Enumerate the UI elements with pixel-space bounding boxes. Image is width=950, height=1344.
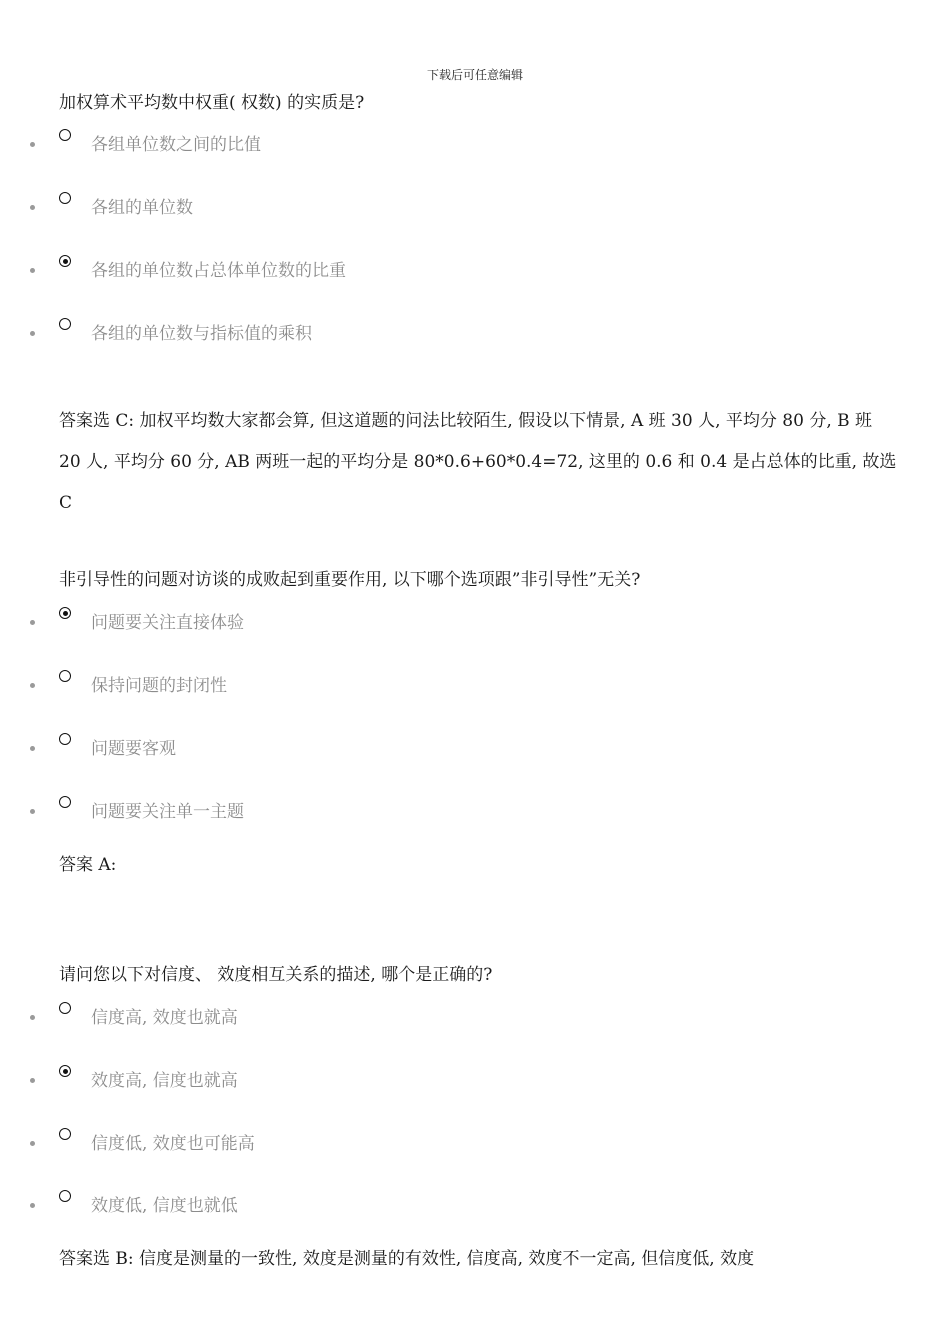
radio-button[interactable] (59, 733, 71, 745)
radio-button-selected[interactable] (59, 607, 71, 619)
bullet-dot (30, 1015, 35, 1020)
option-label: 问题要关注单一主题 (91, 802, 244, 822)
header-note: 下载后可任意编辑 (426, 68, 523, 82)
option-label: 各组的单位数 (91, 198, 193, 218)
option-label: 问题要客观 (91, 739, 176, 759)
question-1-answer: 答案选 C: 加权平均数大家都会算, 但这道题的问法比较陌生, 假设以下情景, A 班 30 人, 平均分 80 分, B 班 20 人, 平均分 60 分, AB 两班一起的平均分是 80*0.6+60*0.4=72, 这里的 0.6 和 0.4 是占总体的比重, 故选 C (59, 411, 897, 513)
bullet-dot (30, 331, 35, 336)
question-2-option-a[interactable] (0, 608, 950, 638)
question-2-option-d[interactable] (0, 797, 950, 827)
radio-button[interactable] (59, 1002, 71, 1014)
bullet-dot (30, 142, 35, 147)
option-label: 信度高, 效度也就高 (91, 1008, 238, 1028)
option-label: 各组的单位数占总体单位数的比重 (91, 261, 346, 281)
question-1-option-c[interactable] (0, 256, 950, 286)
question-2-option-b[interactable] (0, 671, 950, 701)
radio-button[interactable] (59, 1128, 71, 1140)
question-3-option-b[interactable] (0, 1066, 950, 1096)
question-1-option-b[interactable] (0, 193, 950, 223)
question-3-answer: 答案选 B: 信度是测量的一致性, 效度是测量的有效性, 信度高, 效度不一定高, 但信度低, 效度 (59, 1249, 755, 1269)
option-label: 各组的单位数与指标值的乘积 (91, 324, 312, 344)
bullet-dot (30, 1203, 35, 1208)
bullet-dot (30, 205, 35, 210)
bullet-dot (30, 1141, 35, 1146)
bullet-dot (30, 1078, 35, 1083)
option-label: 效度低, 信度也就低 (91, 1196, 238, 1216)
question-3-option-d[interactable] (0, 1191, 950, 1221)
question-2-answer: 答案 A: (59, 855, 117, 875)
bullet-dot (30, 683, 35, 688)
radio-button[interactable] (59, 670, 71, 682)
question-1-text: 加权算术平均数中权重( 权数) 的实质是? (59, 93, 365, 113)
question-3-option-a[interactable] (0, 1003, 950, 1033)
option-label: 各组单位数之间的比值 (91, 135, 261, 155)
question-3-option-c[interactable] (0, 1129, 950, 1159)
option-label: 信度低, 效度也可能高 (91, 1134, 255, 1154)
bullet-dot (30, 620, 35, 625)
question-3-text: 请问您以下对信度、 效度相互关系的描述, 哪个是正确的? (59, 965, 493, 985)
bullet-dot (30, 746, 35, 751)
radio-button-selected[interactable] (59, 255, 71, 267)
radio-button[interactable] (59, 318, 71, 330)
option-label: 问题要关注直接体验 (91, 613, 244, 633)
bullet-dot (30, 809, 35, 814)
bullet-dot (30, 268, 35, 273)
radio-button[interactable] (59, 129, 71, 141)
radio-button[interactable] (59, 1190, 71, 1202)
question-2-option-c[interactable] (0, 734, 950, 764)
radio-button[interactable] (59, 796, 71, 808)
question-1-option-a[interactable] (0, 130, 950, 160)
radio-button[interactable] (59, 192, 71, 204)
option-label: 保持问题的封闭性 (91, 676, 227, 696)
question-2-text: 非引导性的问题对访谈的成败起到重要作用, 以下哪个选项跟”非引导性”无关? (59, 570, 641, 590)
question-1-option-d[interactable] (0, 319, 950, 349)
option-label: 效度高, 信度也就高 (91, 1071, 238, 1091)
radio-button-selected[interactable] (59, 1065, 71, 1077)
